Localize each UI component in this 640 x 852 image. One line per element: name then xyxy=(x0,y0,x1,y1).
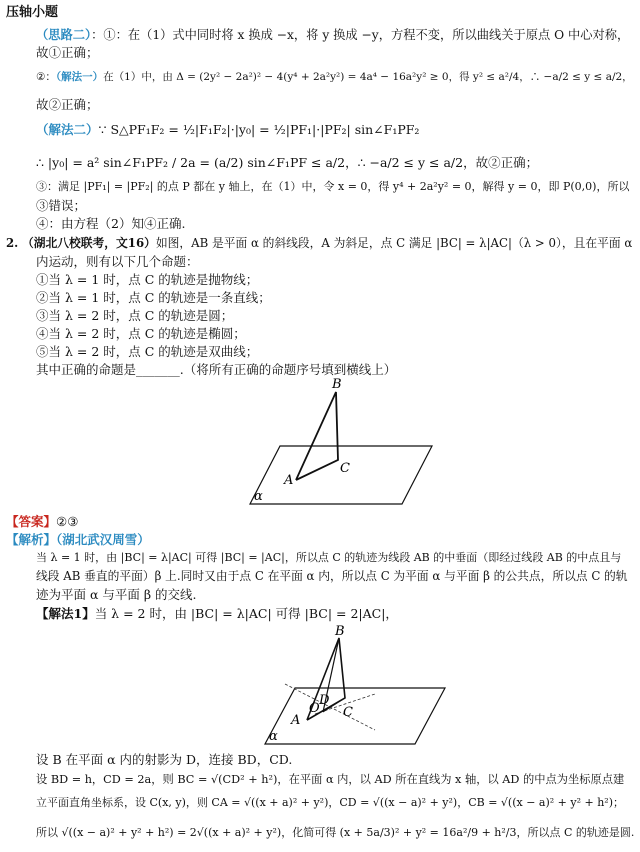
triangle-abc xyxy=(296,392,338,480)
s1-line-8: ③错误； xyxy=(36,198,87,213)
label-c-2: C xyxy=(343,705,353,720)
label-c: C xyxy=(340,461,350,476)
label-a-2: A xyxy=(291,713,301,728)
analysis-line-1: 当 λ = 1 时，由 |BC| = λ|AC| 可得 |BC| = |AC|，所以点 C 的轨迹为线段 AB 的中垂面（即经过线段 AB 的中点且与 xyxy=(36,551,622,564)
option-4: ④当 λ = 2 时，点 C 的轨迹是椭圆； xyxy=(36,326,246,341)
analysis-line-2: 线段 AB 垂直的平面）β 上.同时又由于点 C 在平面 α 内，所以点 C 为平面 α 与平面 β 的公共点，所以点 C 的轨 xyxy=(36,569,628,583)
s1-tag-jiefa1: （解法一） xyxy=(55,71,104,83)
problem-2-line-1: 2. （湖北八校联考，文16）如图，AB 是平面 α 的斜线段，A 为斜足，点 C 满足 |BC| = λ|AC|（λ > 0），且在平面 α xyxy=(6,236,633,250)
label-alpha: α xyxy=(254,489,263,504)
page-header: 压轴小题 xyxy=(6,5,59,20)
method-1-line: 【解法1】当 λ = 2 时，由 |BC| = λ|AC| 可得 |BC| = 2|AC|， xyxy=(36,606,398,621)
s1-line-9: ④：由方程（2）知④正确. xyxy=(36,216,186,231)
label-o: O xyxy=(309,701,320,716)
figure-2 xyxy=(255,624,455,750)
analysis-heading xyxy=(6,532,634,549)
answer-line xyxy=(6,514,634,531)
problem-number: 2. xyxy=(6,236,19,250)
s1-tag-siluer: （思路二） xyxy=(36,27,92,42)
analysis-tag: 【解析】 xyxy=(6,532,57,547)
method-1-tag: 【解法1】 xyxy=(36,606,95,621)
option-2: ②当 λ = 1 时，点 C 的轨迹是一条直线； xyxy=(36,290,271,305)
label-d: D xyxy=(319,693,330,708)
sol-line-4: 所以 √((x − a)² + y² + h²) = 2√((x + a)² + y²)，化简可得 (x + 5a/3)² + y² = 16a²/9 + h²/3，所以点 C 的轨迹是圆. xyxy=(36,826,635,839)
label-b: B xyxy=(332,377,342,392)
answer-text: ②③ xyxy=(56,514,79,529)
s1-line-2: 故①正确； xyxy=(36,45,99,60)
s1-line-3: ②：（解法一）在（1）中，由 Δ = (2y² − 2a²)² − 4(y⁴ + 2a²y²) = 4a⁴ − 16a²y² ≥ 0，得 y² ≤ a²/4，∴ −a/2 ≤ y ≤ a/2， xyxy=(36,71,633,83)
s1-line-4: 故②正确； xyxy=(36,97,99,112)
s1-tag-jiefa2: （解法二） xyxy=(36,122,99,137)
label-a: A xyxy=(284,473,294,488)
label-alpha-2: α xyxy=(269,729,278,744)
sol-line-1: 设 B 在平面 α 内的射影为 D，连接 BD，CD. xyxy=(36,752,293,767)
analysis-source: （湖北武汉周雪） xyxy=(56,532,150,547)
option-5: ⑤当 λ = 2 时，点 C 的轨迹是双曲线； xyxy=(36,344,259,359)
s1-line-1: （思路二）：①：在（1）式中同时将 x 换成 −x，将 y 换成 −y，方程不变，所以曲线关于原点 O 中心对称， xyxy=(36,27,630,42)
problem-question: 其中正确的命题是_______.（将所有正确的命题序号填到横线上） xyxy=(36,362,397,377)
option-3: ③当 λ = 2 时，点 C 的轨迹是圆； xyxy=(36,308,234,323)
analysis-line-3: 迹为平面 α 与平面 β 的交线. xyxy=(36,587,197,602)
sol-line-3: 立平面直角坐标系，设 C(x, y)，则 CA = √((x + a)² + y²)，CD = √((x − a)² + y²)，CB = √((x − a)² + y² + h²)； xyxy=(36,796,625,809)
problem-source: （湖北八校联考，文16） xyxy=(22,236,156,250)
sol-line-2: 设 BD = h，CD = 2a，则 BC = √(CD² + h²)，在平面 α 内，以 AD 所在直线为 x 轴，以 AD 的中点为坐标原点建 xyxy=(36,773,625,786)
answer-tag: 【答案】 xyxy=(6,514,57,529)
s1-line-7: ③：满足 |PF₁| = |PF₂| 的点 P 都在 y 轴上，在（1）中，令 x = 0，得 y⁴ + 2a²y² = 0，解得 y = 0，即 P(0,0)，所以 xyxy=(36,180,630,193)
figure-1 xyxy=(240,372,460,512)
problem-2-line-2: 内运动，则有以下几个命题： xyxy=(36,254,199,269)
option-1: ①当 λ = 1 时，点 C 的轨迹是抛物线； xyxy=(36,272,259,287)
s1-line-5: （解法二）∵ S△PF₁F₂ = ½|F₁F₂|·|y₀| = ½|PF₁|·|PF₂| sin∠F₁PF₂ xyxy=(36,122,420,137)
label-b-2: B xyxy=(335,624,345,639)
s1-line-6: ∴ |y₀| = a² sin∠F₁PF₂ / 2a = (a/2) sin∠F₁PF ≤ a/2，∴ −a/2 ≤ y ≤ a/2，故②正确； xyxy=(36,155,539,170)
